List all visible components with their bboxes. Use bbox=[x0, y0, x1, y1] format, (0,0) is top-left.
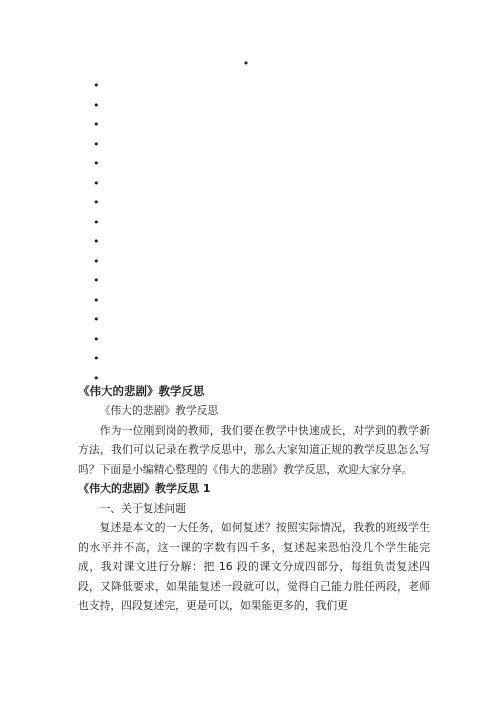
section-heading: 一、关于复述问题 bbox=[99, 501, 186, 515]
list-bullet: • bbox=[93, 79, 100, 92]
bullet-list bbox=[93, 76, 100, 388]
list-bullet: • bbox=[93, 118, 100, 131]
list-bullet: • bbox=[93, 254, 100, 268]
body-paragraph: 复述是本文的一大任务，如何复述？按照实际情况，我教的班级学生的水平并不高，这一课的字数有四千多，复述起来恐怕没几个学生能完成，我对课文进行分解：把 16 段的课文分成四部分，每组负责复述四段，又降低要求，如果能复述一段就可以，觉得自己能力胜任两段，老师也支持，四段复述完，更是可以，如果能更多的，我们更 bbox=[78, 521, 430, 612]
list-bullet: • bbox=[93, 157, 100, 170]
list-bullet: • bbox=[93, 235, 100, 248]
document-title: 《伟大的悲剧》教学反思 bbox=[78, 384, 205, 398]
section-title: 《伟大的悲剧》教学反思 1 bbox=[78, 482, 211, 495]
list-bullet: • bbox=[93, 313, 100, 326]
list-bullet: • bbox=[93, 274, 100, 287]
list-bullet: • bbox=[93, 371, 100, 385]
list-bullet: • bbox=[93, 215, 100, 229]
list-bullet: • bbox=[93, 176, 100, 190]
top-bullet: • bbox=[242, 57, 250, 70]
intro-paragraph: 作为一位刚到岗的教师，我们要在教学中快速成长，对学到的教学新方法，我们可以记录在教学反思中，那么大家知道正规的教学反思怎么写吗？下面是小编精心整理的《伟大的悲剧》教学反思，欢迎大家分享。 bbox=[78, 423, 430, 476]
list-bullet: • bbox=[93, 98, 100, 112]
list-bullet: • bbox=[93, 352, 100, 365]
list-bullet: • bbox=[93, 293, 100, 307]
article-body bbox=[78, 382, 430, 616]
list-bullet: • bbox=[93, 137, 100, 151]
subtitle-paragraph: 《伟大的悲剧》教学反思 bbox=[99, 404, 219, 417]
list-bullet: • bbox=[93, 196, 100, 209]
list-bullet: • bbox=[93, 332, 100, 346]
